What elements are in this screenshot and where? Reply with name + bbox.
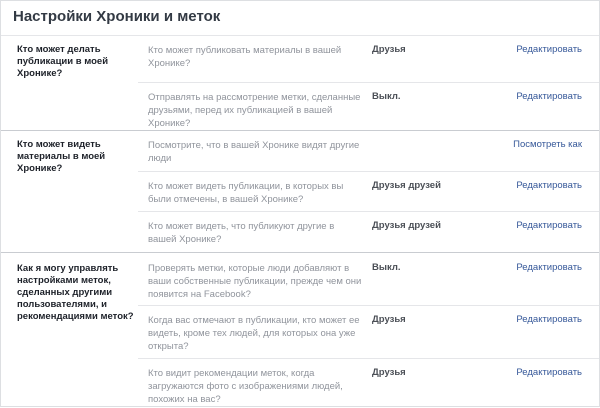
setting-question: Проверять метки, которые люди добавляют в ваши собственные публикации, прежде чем они появится на Facebook? [148,263,362,300]
view-as-button[interactable]: Посмотреть как [513,139,582,150]
setting-value: Друзья [372,367,406,378]
setting-row [138,36,599,82]
setting-question: Посмотрите, что в вашей Хронике видят другие люди [148,140,360,164]
section-category-label: Как я могу управлять настройками меток, сделанных другими пользователями, и рекомендациями меток? [17,263,134,322]
setting-question: Когда вас отмечают в публикации, кто может ее видеть, кроме тех людей, для которых она уже открыта? [148,315,360,352]
setting-question: Кто видит рекомендации меток, когда загружаются фото с изображениями людей, похожих на вас? [148,368,343,405]
setting-row [138,211,599,254]
setting-question: Кто может публиковать материалы в вашей Хронике? [148,45,342,69]
setting-row [138,358,599,408]
setting-value: Друзья [372,44,406,55]
setting-value: Выкл. [372,262,401,273]
setting-question: Кто может видеть, что публикуют другие в вашей Хронике? [148,221,335,245]
setting-row [138,131,599,171]
setting-question: Отправлять на рассмотрение метки, сделанные друзьями, перед их публикацией в вашей Хронике? [148,92,361,129]
page-title: Настройки Хроники и меток [13,8,221,25]
section-category-label: Кто может делать публикации в моей Хронике? [17,44,109,79]
setting-value: Друзья друзей [372,220,441,231]
section-timeline-posting [1,36,599,130]
section-timeline-visibility [1,130,599,253]
edit-button[interactable]: Редактировать [516,91,582,102]
section-category-label: Кто может видеть материалы в моей Хронике? [17,139,106,174]
edit-button[interactable]: Редактировать [516,367,582,378]
setting-row [138,305,599,359]
setting-row [138,171,599,212]
setting-value: Друзья друзей [372,180,441,191]
setting-value: Друзья [372,314,406,325]
setting-row [138,253,599,305]
section-tagging-management [1,252,599,407]
edit-button[interactable]: Редактировать [516,220,582,231]
setting-question: Кто может видеть публикации, в которых вы были отмечены, в вашей Хронике? [148,181,344,205]
setting-value: Выкл. [372,91,401,102]
setting-row [138,82,599,131]
edit-button[interactable]: Редактировать [516,180,582,191]
edit-button[interactable]: Редактировать [516,262,582,273]
edit-button[interactable]: Редактировать [516,44,582,55]
edit-button[interactable]: Редактировать [516,314,582,325]
